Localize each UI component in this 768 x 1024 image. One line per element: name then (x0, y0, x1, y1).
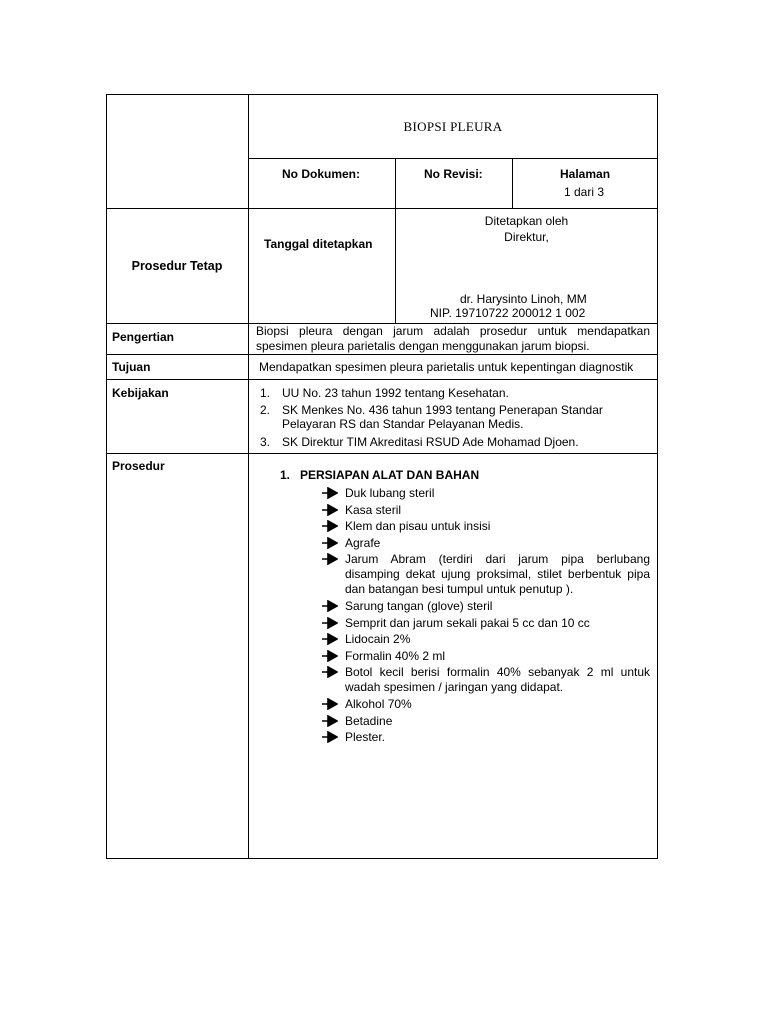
bahan-item: Agrafe (345, 535, 381, 550)
arrow-bullet-icon (322, 698, 338, 710)
signer-nip: NIP. 19710722 200012 1 002 (430, 306, 586, 320)
arrow-bullet-icon (322, 650, 338, 662)
pengertian-line-2: spesimen pleura parietalis dengan menggunakan jarum biopsi. (256, 339, 590, 353)
halaman-value: 1 dari 3 (564, 185, 605, 199)
bahan-item-cont: disamping dekat ujung proksimal, stilet berbentuk pipa (345, 567, 650, 582)
row-divider-kebijakan (106, 453, 658, 454)
kebijakan-item-number: 3. (260, 435, 271, 449)
signer-name: dr. Harysinto Linoh, MM (460, 292, 587, 306)
bahan-item: Kasa steril (345, 502, 402, 517)
col-divider-rev-hal (512, 158, 513, 209)
halaman-label: Halaman (560, 167, 611, 181)
bahan-item: Plester. (345, 730, 386, 745)
kebijakan-item-number: 1. (260, 386, 271, 400)
kebijakan-label: Kebijakan (112, 386, 169, 400)
document-title: BIOPSI PLEURA (403, 119, 503, 134)
bahan-item: Betadine (345, 713, 393, 728)
arrow-bullet-icon (322, 731, 338, 743)
no-revisi-label: No Revisi: (424, 167, 483, 181)
bahan-item: Semprit dan jarum sekali pakai 5 cc dan 10 cc (345, 615, 590, 630)
tujuan-text: Mendapatkan spesimen pleura parietalis untuk kepentingan diagnostik (259, 360, 634, 374)
arrow-bullet-icon (322, 715, 338, 727)
bahan-item-cont: dan batangan besi tumpul untuk penutup ). (345, 582, 574, 597)
bahan-item-cont: wadah spesimen / jaringan yang didapat. (345, 680, 564, 695)
bahan-item: Lidocain 2% (345, 632, 411, 647)
arrow-bullet-icon (322, 520, 338, 532)
prosedur-label: Prosedur (112, 459, 165, 473)
section-number: 1. (280, 468, 291, 482)
arrow-bullet-icon (322, 504, 338, 516)
direktur-label: Direktur, (504, 230, 549, 244)
ditetapkan-oleh: Ditetapkan oleh (484, 214, 569, 228)
pengertian-line-1: Biopsi pleura dengan jarum adalah prosedur untuk mendapatkan (256, 324, 650, 338)
prosedur-tetap-label: Prosedur Tetap (131, 259, 223, 273)
kebijakan-item-text: SK Direktur TIM Akreditasi RSUD Ade Mohamad Djoen. (282, 435, 579, 449)
row-divider-tujuan (106, 379, 658, 380)
tujuan-label: Tujuan (112, 360, 151, 374)
bahan-item: Sarung tangan (glove) steril (345, 599, 493, 613)
kebijakan-item-number: 2. (260, 403, 271, 417)
row-divider-meta (106, 208, 658, 209)
arrow-bullet-icon (322, 487, 338, 499)
bahan-item: Klem dan pisau untuk insisi (345, 519, 491, 534)
pengertian-label: Pengertian (112, 330, 175, 344)
bahan-item: Jarum Abram (terdiri dari jarum pipa berlubang (345, 552, 650, 567)
arrow-bullet-icon (322, 537, 338, 549)
bahan-item: Alkohol 70% (345, 697, 412, 711)
row-divider-pengertian (106, 354, 658, 355)
bahan-item: Duk lubang steril (345, 486, 435, 500)
kebijakan-item-text: SK Menkes No. 436 tahun 1993 tentang Penerapan Standar (282, 403, 603, 417)
arrow-bullet-icon (322, 633, 338, 645)
section-title: PERSIAPAN ALAT DAN BAHAN (300, 468, 480, 482)
arrow-bullet-icon (322, 666, 338, 678)
arrow-bullet-icon (322, 600, 338, 612)
arrow-bullet-icon (322, 553, 338, 565)
arrow-bullet-icon (322, 617, 338, 629)
tanggal-ditetapkan-label: Tanggal ditetapkan (264, 237, 373, 251)
bahan-item: Formalin 40% 2 ml (345, 648, 446, 663)
bahan-item: Botol kecil berisi formalin 40% sebanyak 2 ml untuk (345, 665, 650, 680)
kebijakan-item-text: UU No. 23 tahun 1992 tentang Kesehatan. (282, 386, 509, 400)
no-dokumen-label: No Dokumen: (282, 167, 360, 181)
kebijakan-item-text-cont: Pelayaran RS dan Standar Pelayanan Medis. (282, 417, 524, 431)
row-divider-title (248, 158, 658, 159)
